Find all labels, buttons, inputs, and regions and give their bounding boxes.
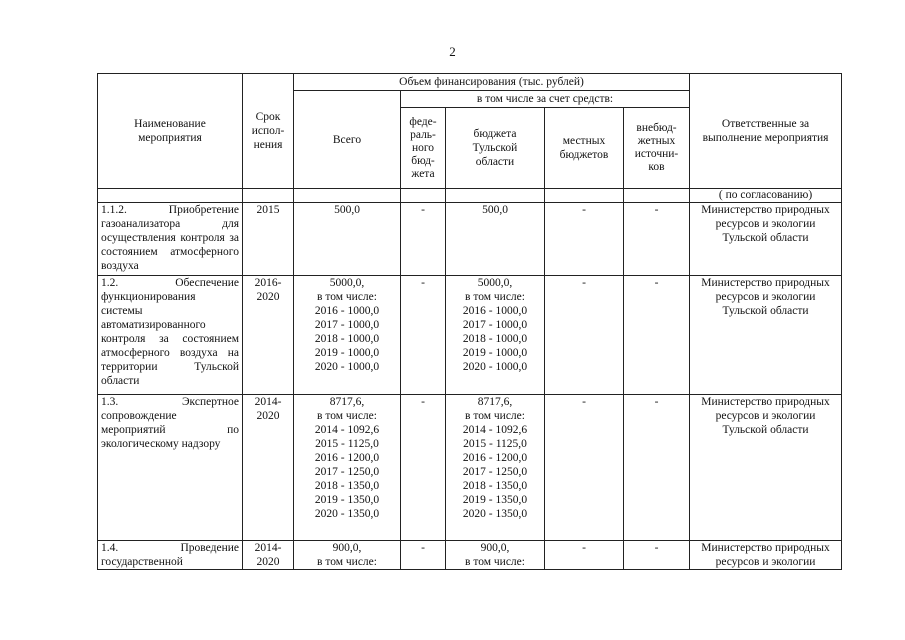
row-regional: 5000,0, в том числе: 2016 - 1000,0 2017 - 1000,0 2018 - 1000,0 2019 - 1000,0 2020 - 1000,0 (446, 276, 545, 395)
table-row (98, 541, 842, 570)
row-name: 1.3. Экспертное сопровождение мероприятий по экологическому надзору (98, 395, 243, 541)
header-name: Наименование мероприятия (98, 74, 243, 189)
row-extra: - (624, 203, 690, 276)
row-local: - (545, 395, 624, 541)
header-sources-group: в том числе за счет средств: (401, 91, 690, 108)
header-local: местных бюджетов (545, 108, 624, 189)
row-responsible: Министерство природных ресурсов и экологии (690, 541, 842, 570)
row-federal: - (401, 395, 446, 541)
row-responsible: Министерство природных ресурсов и экологии Тульской области (690, 203, 842, 276)
row-term: 2014- 2020 (243, 395, 294, 541)
funding-table (97, 73, 842, 570)
table-row (98, 276, 842, 395)
row-name: 1.1.2. Приобретение газоанализатора для осуществления контроля за состоянием атмосферного воздуха (98, 203, 243, 276)
row-name: 1.2. Обеспечение функционирования системы автоматизированного контроля за состоянием атмосферного воздуха на территории Тульской области (98, 276, 243, 395)
row-total: 900,0, в том числе: (294, 541, 401, 570)
row-responsible: Министерство природных ресурсов и экологии Тульской области (690, 395, 842, 541)
row-responsible: Министерство природных ресурсов и экологии Тульской области (690, 276, 842, 395)
row-regional: 500,0 (446, 203, 545, 276)
row-local: - (545, 541, 624, 570)
row-federal: - (401, 276, 446, 395)
row-term: 2014- 2020 (243, 541, 294, 570)
continuation-row (98, 189, 842, 203)
row-local: - (545, 203, 624, 276)
row-regional: 900,0, в том числе: (446, 541, 545, 570)
row-total: 5000,0, в том числе: 2016 - 1000,0 2017 - 1000,0 2018 - 1000,0 2019 - 1000,0 2020 - 1000,0 (294, 276, 401, 395)
header-extra: внебюд- жетных источни- ков (624, 108, 690, 189)
row-federal: - (401, 541, 446, 570)
header-responsible: Ответственные за выполнение мероприятия (690, 74, 842, 189)
row-term: 2015 (243, 203, 294, 276)
row-total: 500,0 (294, 203, 401, 276)
row-extra: - (624, 395, 690, 541)
row-total: 8717,6, в том числе: 2014 - 1092,6 2015 - 1125,0 2016 - 1200,0 2017 - 1250,0 2018 - 1350,0 2019 - 1350,0 2020 - 1350,0 (294, 395, 401, 541)
header-regional: бюджета Тульской области (446, 108, 545, 189)
row-name: 1.4. Проведение государственной (98, 541, 243, 570)
header-total: Всего (294, 91, 401, 189)
row-local: - (545, 276, 624, 395)
row-regional: 8717,6, в том числе: 2014 - 1092,6 2015 - 1125,0 2016 - 1200,0 2017 - 1250,0 2018 - 1350,0 2019 - 1350,0 2020 - 1350,0 (446, 395, 545, 541)
table-row (98, 395, 842, 541)
row-term: 2016- 2020 (243, 276, 294, 395)
header-term: Срок испол-нения (243, 74, 294, 189)
header-funding-group: Объем финансирования (тыс. рублей) (294, 74, 690, 91)
row-extra: - (624, 541, 690, 570)
continuation-note: ( по согласованию) (690, 189, 842, 203)
page-number: 2 (449, 44, 456, 59)
table-row (98, 203, 842, 276)
row-federal: - (401, 203, 446, 276)
row-extra: - (624, 276, 690, 395)
header-federal: феде- раль- ного бюд- жета (401, 108, 446, 189)
